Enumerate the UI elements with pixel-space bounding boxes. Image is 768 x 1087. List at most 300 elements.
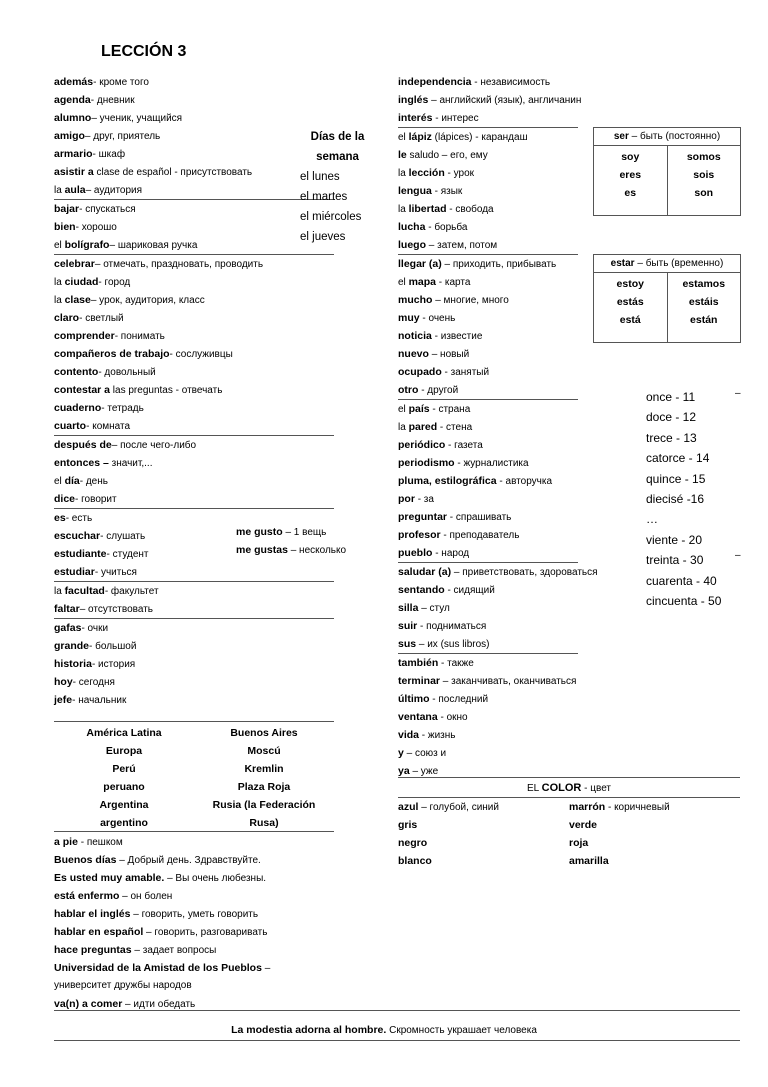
translation: – многие, много — [432, 295, 509, 306]
spanish-word: estudiante — [54, 548, 107, 560]
vocab-entry — [398, 690, 578, 708]
divider-dash: – — [735, 550, 741, 561]
spanish-word: bolígrafo — [64, 239, 110, 251]
color-word: negro — [398, 837, 428, 849]
translation: - независимость — [471, 77, 551, 88]
vocab-entry — [54, 381, 334, 399]
spanish-word: interés — [398, 112, 433, 124]
translation: – несколько — [287, 545, 347, 556]
numbers-list — [646, 387, 756, 609]
article: el — [54, 476, 65, 487]
vocab-entry — [398, 218, 578, 236]
spanish-word: independencia — [398, 76, 472, 88]
translation: – стул — [418, 603, 450, 614]
color-entry — [398, 798, 569, 816]
spanish-word: a pie — [54, 836, 78, 848]
translation: - народ — [432, 548, 470, 559]
spanish-word: periódico — [398, 439, 446, 451]
word-context: (lápices) — [431, 132, 473, 143]
spanish-word: compañeros de trabajo — [54, 348, 170, 360]
place-name: Argentina — [99, 799, 149, 811]
color-word: azul — [398, 801, 419, 813]
places-row — [54, 760, 334, 778]
spanish-word: día — [64, 475, 80, 487]
vocab-entry — [398, 418, 578, 436]
vocab-entry — [398, 236, 578, 255]
color-entry — [569, 834, 740, 852]
ser-conjugation-table — [593, 127, 741, 216]
vocab-entry — [398, 508, 578, 526]
spanish-word: pueblo — [398, 547, 433, 559]
place-name: Rusia (la Federación — [212, 799, 316, 811]
vocab-entry — [398, 635, 578, 654]
vocab-entry — [398, 454, 578, 472]
divider-dash: – — [735, 388, 741, 399]
days-of-week — [300, 127, 375, 247]
color-entry — [398, 834, 569, 852]
spanish-word: comprender — [54, 330, 115, 342]
vocab-entry — [398, 73, 578, 91]
spanish-word: periodismo — [398, 457, 455, 469]
translation: - начальник — [72, 695, 127, 706]
spanish-word: está enfermo — [54, 890, 120, 902]
page-title: LECCIÓN 3 — [101, 43, 187, 60]
spanish-word: pluma, estilográfica — [398, 475, 497, 487]
spanish-word: libertad — [408, 203, 447, 215]
color-row — [398, 834, 740, 852]
vocab-entry — [398, 291, 578, 309]
gusto-note — [236, 523, 366, 559]
translation: университет дружбы народов — [54, 980, 192, 991]
number-item: once - 11 — [646, 390, 696, 404]
phrase-entry — [54, 869, 374, 887]
vocab-entry — [398, 273, 578, 291]
spanish-word: va(n) a comer — [54, 998, 123, 1010]
translation: - сегодня — [72, 677, 115, 688]
translation: – Добрый день. Здравствуйте. — [116, 855, 261, 866]
vocab-entry — [54, 655, 334, 673]
vocab-entry — [398, 309, 578, 327]
translation: – идти обедать — [122, 999, 196, 1010]
divider — [398, 777, 740, 778]
vocab-entry — [54, 619, 334, 637]
spanish-word: ciudad — [64, 276, 99, 288]
color-word: verde — [569, 819, 598, 831]
number-item: quince - 15 — [646, 471, 706, 486]
vocab-entry — [54, 399, 334, 417]
spanish-word: lápiz — [408, 131, 432, 143]
proverb-spanish: La modestia adorna al hombre. — [231, 1024, 387, 1036]
spanish-word: Es usted muy amable. — [54, 872, 165, 884]
color-header: EL COLOR - цвет — [398, 779, 740, 798]
vocab-entry — [398, 109, 578, 128]
color-vocab — [398, 779, 740, 870]
spanish-word: último — [398, 693, 430, 705]
color-entry — [398, 852, 569, 870]
spanish-word: celebrar — [54, 258, 95, 270]
place-name: Europa — [105, 745, 143, 757]
spanish-word: me gusto — [236, 526, 283, 538]
spanish-word: faltar — [54, 603, 80, 615]
translation: - страна — [429, 404, 471, 415]
translation: - занятый — [441, 367, 490, 378]
spanish-word: profesor — [398, 529, 441, 541]
spanish-word: bien — [54, 221, 76, 233]
ser-plural: somos sois son — [686, 151, 721, 199]
places-table — [54, 724, 334, 832]
vocab-entry — [398, 327, 578, 345]
translation: - также — [438, 658, 474, 669]
translation: - говорит — [75, 494, 117, 505]
translation: – ученик, учащийся — [91, 113, 183, 124]
vocab-entry — [398, 726, 578, 744]
spanish-word: pared — [408, 421, 438, 433]
vocab-entry — [54, 309, 334, 327]
translation: - комната — [86, 421, 131, 432]
word-context: clase de español — [93, 167, 172, 178]
translation: – Вы очень любезны. — [164, 873, 267, 884]
translation: – новый — [428, 349, 470, 360]
days-heading-2: semana — [316, 151, 359, 163]
translation: - подниматься — [417, 621, 487, 632]
color-entry — [398, 816, 569, 834]
spanish-word: noticia — [398, 330, 432, 342]
spanish-word: cuarto — [54, 420, 87, 432]
number-item: doce - 12 — [646, 410, 697, 425]
translation: – приходить, прибывать — [441, 259, 557, 270]
place-name: Kremlin — [244, 763, 284, 775]
vocab-entry — [54, 327, 334, 345]
vocab-entry — [398, 599, 578, 617]
vocab-entry — [398, 91, 582, 109]
translation: - город — [98, 277, 131, 288]
translation: – аудитория — [85, 185, 143, 196]
phrase-entry — [54, 923, 374, 941]
vocab-entry — [54, 218, 334, 236]
spanish-word: país — [408, 403, 430, 415]
spanish-word: claro — [54, 312, 80, 324]
vocab-entry — [398, 672, 578, 690]
spanish-word: mucho — [398, 294, 433, 306]
spanish-word: luego — [398, 239, 426, 251]
spanish-word: llegar (a) — [398, 258, 442, 270]
translation: - карандаш — [472, 132, 528, 143]
vocab-column-left — [54, 73, 334, 709]
ser-singular: soy eres es — [594, 146, 668, 215]
spanish-word: sentando — [398, 584, 445, 596]
spanish-word: escuchar — [54, 530, 101, 542]
translation: – — [261, 963, 271, 974]
vocab-entry — [54, 291, 334, 309]
spanish-word: aula — [64, 184, 86, 196]
place-name: peruano — [103, 781, 145, 793]
spanish-word: saludar (a) — [398, 566, 452, 578]
vocab-entry — [398, 544, 578, 563]
spanish-word: hoy — [54, 676, 73, 688]
translation: - свобода — [446, 204, 494, 215]
place-name: Moscú — [247, 745, 281, 757]
places-row — [54, 796, 334, 814]
color-row — [398, 798, 740, 816]
translation: - факультет — [104, 586, 159, 597]
phrases-list — [54, 833, 374, 1013]
spanish-word: jefe — [54, 694, 73, 706]
spanish-word: clase — [64, 294, 91, 306]
word-context: saludo — [406, 150, 440, 161]
number-item: treinta - 30 — [646, 553, 704, 568]
translation: – голубой, синий — [418, 802, 499, 813]
places-row — [54, 742, 334, 760]
spanish-word: después de — [54, 439, 112, 451]
translation: - борьба — [425, 222, 468, 233]
translation: - пешком — [77, 837, 123, 848]
translation: - кроме того — [93, 77, 149, 88]
spanish-word: inglés — [398, 94, 429, 106]
phrase-entry — [54, 941, 374, 959]
translation: - стена — [437, 422, 473, 433]
color-row — [398, 852, 740, 870]
translation: - последний — [429, 694, 489, 705]
spanish-word: sus — [398, 638, 417, 650]
translation: – заканчивать, оканчиваться — [440, 676, 577, 687]
article: el — [398, 277, 409, 288]
vocab-entry — [54, 472, 334, 490]
vocab-entry — [398, 200, 578, 218]
estar-plural: estamos estáis están — [682, 278, 726, 326]
estar-singular: estoy estás está — [594, 273, 668, 342]
vocab-entry — [54, 436, 334, 454]
translation: - тетрадь — [101, 403, 144, 414]
translation: - студент — [106, 549, 149, 560]
vocab-entry — [398, 363, 578, 381]
vocab-entry — [54, 200, 334, 218]
spanish-word: facultad — [64, 585, 105, 597]
vocab-entry — [398, 617, 578, 635]
article: la — [54, 185, 65, 196]
article: la — [398, 422, 409, 433]
translation: - за — [414, 494, 434, 505]
spanish-word: dice — [54, 493, 76, 505]
day-item: el martes — [300, 191, 348, 203]
divider — [54, 721, 334, 722]
translation: - шкаф — [92, 149, 126, 160]
translation: – говорить, уметь говорить — [130, 909, 259, 920]
spanish-word: bajar — [54, 203, 80, 215]
number-item: catorce - 14 — [646, 451, 710, 466]
vocab-entry — [398, 381, 578, 400]
vocab-entry — [398, 345, 578, 363]
spanish-word: también — [398, 657, 439, 669]
spanish-word: vida — [398, 729, 420, 741]
spanish-word: lucha — [398, 221, 426, 233]
spanish-word: lengua — [398, 185, 432, 197]
vocab-entry — [54, 345, 334, 363]
vocab-entry — [398, 146, 578, 164]
day-item: el jueves — [300, 231, 346, 243]
spanish-word: muy — [398, 312, 420, 324]
article: el — [54, 240, 65, 251]
translation: - довольный — [98, 367, 156, 378]
spanish-word: estudiar — [54, 566, 95, 578]
spanish-word: grande — [54, 640, 90, 652]
translation: - дневник — [90, 95, 135, 106]
vocab-entry — [54, 181, 334, 200]
vocab-entry — [54, 417, 334, 436]
phrase-entry — [54, 851, 374, 869]
translation: - известие — [431, 331, 483, 342]
spanish-word: me gustas — [236, 544, 288, 556]
article: la — [54, 277, 65, 288]
spanish-word: suir — [398, 620, 418, 632]
phrase-entry — [54, 887, 374, 905]
spanish-word: agenda — [54, 94, 91, 106]
translation: - большой — [89, 641, 137, 652]
number-item: cincuenta - 50 — [646, 594, 722, 609]
estar-header: estar – быть (временно) — [594, 255, 740, 273]
color-word: roja — [569, 837, 589, 849]
spanish-word: Buenos días — [54, 854, 117, 866]
number-item: viente - 20 — [646, 532, 703, 547]
vocab-entry — [398, 563, 598, 581]
vocab-entry — [398, 472, 578, 490]
translation: значит,... — [108, 458, 153, 469]
spanish-word: ocupado — [398, 366, 442, 378]
article: la — [54, 586, 65, 597]
color-entry — [569, 798, 740, 816]
translation: – шариковая ручка — [109, 240, 198, 251]
vocab-entry — [398, 490, 578, 508]
spanish-word: contestar a — [54, 384, 111, 396]
spanish-word: Universidad de la Amistad de los Pueblos — [54, 962, 262, 974]
translation: – его, ему — [439, 150, 488, 161]
proverb-footer — [0, 1024, 768, 1036]
vocab-entry — [54, 673, 334, 691]
spanish-word: historia — [54, 658, 92, 670]
translation: – их (sus libros) — [416, 639, 490, 650]
spanish-word: hace preguntas — [54, 944, 132, 956]
places-row — [54, 724, 334, 742]
translation: - язык — [431, 186, 463, 197]
translation: - окно — [437, 712, 468, 723]
translation: – друг, приятель — [84, 131, 161, 142]
spanish-word: amigo — [54, 130, 85, 142]
spanish-word: además — [54, 76, 94, 88]
translation: – после чего-либо — [111, 440, 197, 451]
proverb-russian: Скромность украшает человека — [386, 1025, 537, 1036]
number-item: trece - 13 — [646, 430, 697, 445]
color-word: marrón — [569, 801, 606, 813]
translation: - день — [79, 476, 108, 487]
divider — [54, 831, 334, 832]
vocab-entry — [54, 255, 334, 273]
place-name: América Latina — [86, 727, 162, 739]
article: la — [398, 168, 409, 179]
vocab-entry — [54, 582, 334, 600]
color-word: gris — [398, 819, 418, 831]
translation: - очень — [419, 313, 456, 324]
divider — [54, 1040, 740, 1041]
vocab-entry — [398, 164, 578, 182]
phrase-entry — [54, 959, 374, 977]
estar-conjugation-table — [593, 254, 741, 343]
vocab-entry — [398, 654, 578, 672]
number-item: cuarenta - 40 — [646, 573, 717, 588]
translation: – английский (язык), англичанин — [428, 95, 582, 106]
translation: – говорить, разговаривать — [143, 927, 268, 938]
translation: - другой — [418, 385, 459, 396]
divider — [54, 1010, 740, 1011]
translation: - история — [91, 659, 136, 670]
translation: - понимать — [114, 331, 165, 342]
translation: – затем, потом — [426, 240, 498, 251]
translation: - преподаватель — [440, 530, 520, 541]
days-heading-1: Días de la — [310, 131, 365, 143]
vocab-entry — [54, 236, 334, 255]
spanish-word: terminar — [398, 675, 441, 687]
vocab-entry — [54, 600, 334, 619]
color-entry — [569, 852, 740, 870]
translation: – приветствовать, здороваться — [451, 567, 598, 578]
article: la — [398, 204, 409, 215]
vocab-entry — [398, 255, 578, 273]
translation: – 1 вещь — [282, 527, 327, 538]
translation: - интерес — [432, 113, 479, 124]
translation: - коричневый — [605, 802, 670, 813]
spanish-word: preguntar — [398, 511, 448, 523]
spanish-word: gafas — [54, 622, 82, 634]
spanish-word: nuevo — [398, 348, 429, 360]
vocab-entry — [398, 436, 578, 454]
translation: - спрашивать — [447, 512, 512, 523]
day-item: el miércoles — [300, 211, 362, 223]
spanish-word: alumno — [54, 112, 92, 124]
vocab-entry — [54, 109, 334, 127]
place-name: Perú — [112, 763, 136, 775]
translation: - есть — [65, 513, 93, 524]
vocab-entry — [54, 163, 334, 181]
translation: - присутствовать — [171, 167, 253, 178]
translation: - журналистика — [454, 458, 529, 469]
vocab-entry — [54, 637, 334, 655]
article: la — [54, 295, 65, 306]
place-name: Rusa) — [249, 817, 279, 829]
color-word: blanco — [398, 855, 432, 867]
vocab-entry — [398, 744, 578, 762]
vocab-entry — [54, 73, 334, 91]
vocab-entry — [398, 581, 578, 599]
ser-header: ser – быть (постоянно) — [594, 128, 740, 146]
translation: - отвечать — [172, 385, 223, 396]
gusto-entry — [236, 541, 366, 559]
spanish-word: entonces – — [54, 457, 109, 469]
translation: – союз и — [403, 748, 447, 759]
gusto-entry — [236, 523, 366, 541]
translation: - газета — [445, 440, 483, 451]
article: el — [398, 404, 409, 415]
vocab-entry — [398, 182, 578, 200]
spanish-word: le — [398, 149, 407, 161]
spanish-word: y — [398, 747, 404, 759]
spanish-word: otro — [398, 384, 419, 396]
place-name: Plaza Roja — [237, 781, 291, 793]
translation: – урок, аудитория, класс — [90, 295, 205, 306]
vocab-entry — [54, 127, 334, 145]
translation: – отсутствовать — [79, 604, 153, 615]
spanish-word: ventana — [398, 711, 438, 723]
translation: - жизнь — [419, 730, 456, 741]
vocab-entry — [54, 273, 334, 291]
number-item: diecisé -16 — [646, 492, 705, 507]
